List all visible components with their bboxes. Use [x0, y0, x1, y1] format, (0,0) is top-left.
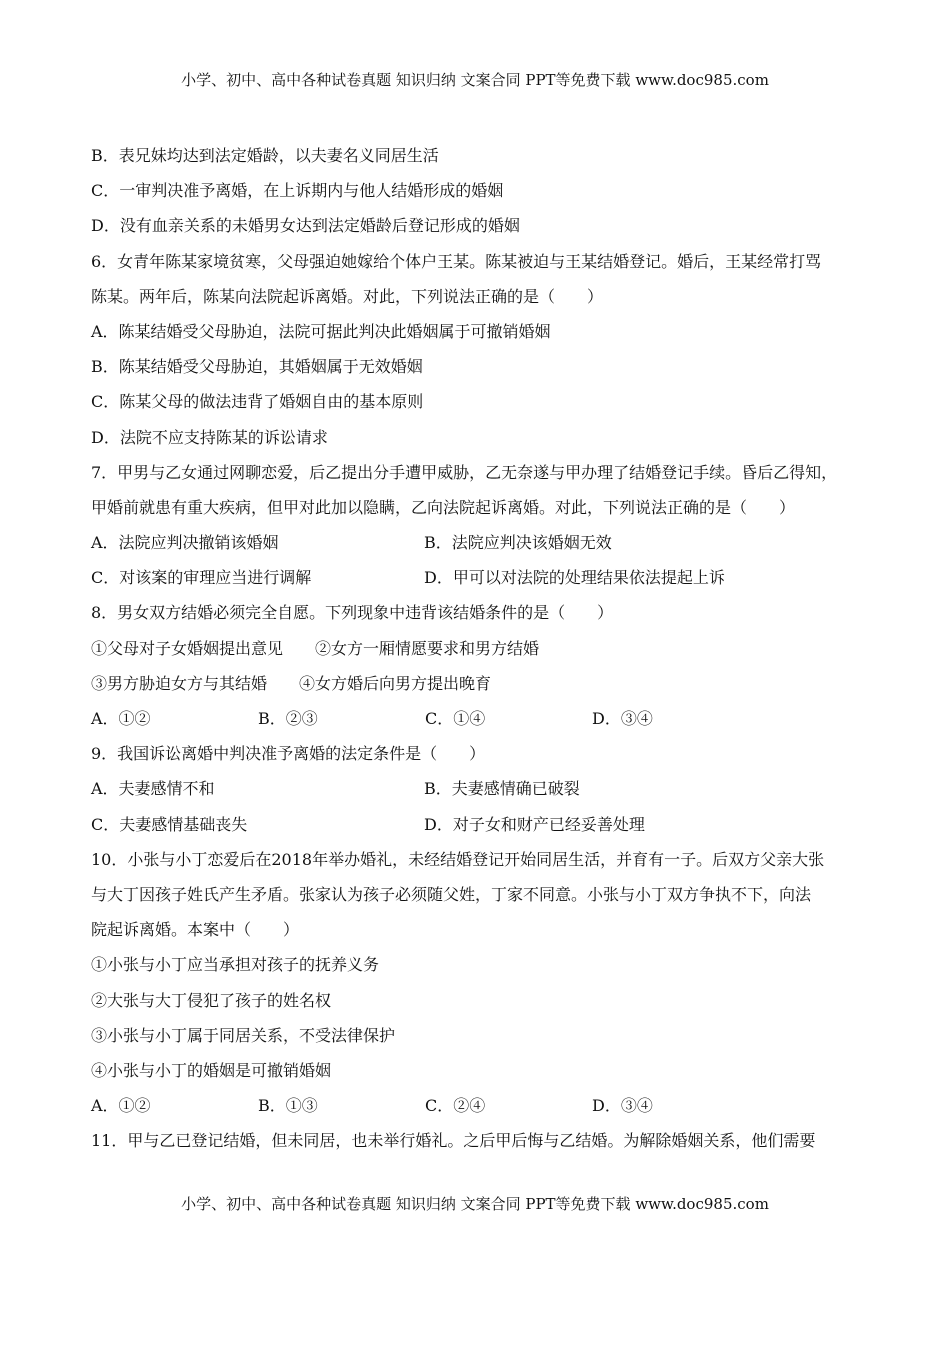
q9-option-d: D．对子女和财产已经妥善处理: [424, 814, 645, 834]
q10-item-4: ④小张与小丁的婚姻是可撤销婚姻: [91, 1060, 332, 1080]
q7-stem-line1: 7．甲男与乙女通过网聊恋爱，后乙提出分手遭甲威胁，乙无奈遂与甲办理了结婚登记手续。昏后乙得知，: [91, 462, 838, 482]
q9-option-c: C．夫妻感情基础丧失: [91, 814, 248, 834]
q10-option-b: B．①③: [258, 1096, 318, 1116]
q9-options-row2: [91, 812, 871, 847]
q7-stem-line2: 甲婚前就患有重大疾病，但甲对此加以隐瞒，乙向法院起诉离婚。对此，下列说法正确的是（ ）: [91, 497, 796, 517]
q7-option-d: D．甲可以对法院的处理结果依法提起上诉: [424, 568, 725, 588]
q6-stem-line2: 陈某。两年后，陈某向法院起诉离婚。对此，下列说法正确的是（ ）: [91, 286, 604, 306]
q10-option-a: A．①②: [91, 1096, 151, 1116]
q10-item-1: ①小张与小丁应当承担对孩子的抚养义务: [91, 955, 380, 975]
q9-option-a: A．夫妻感情不和: [91, 779, 215, 799]
q10-option-d: D．③④: [592, 1096, 653, 1116]
page-header: 小学、初中、高中各种试卷真题 知识归纳 文案合同 PPT等免费下载 www.doc985.com: [181, 71, 769, 89]
q8-option-c: C．①④: [425, 709, 486, 728]
q5-option-d: D．没有血亲关系的未婚男女达到法定婚龄后登记形成的婚姻: [91, 216, 520, 236]
q7-options-row2: [91, 565, 871, 600]
q8-items-row2: ③男方胁迫女方与其结婚 ④女方婚后向男方提出晚育: [91, 673, 492, 693]
q11-stem: 11．甲与乙已登记结婚，但未同居，也未举行婚礼。之后甲后悔与乙结婚。为解除婚姻关系，他们需要: [91, 1131, 816, 1151]
page-footer: 小学、初中、高中各种试卷真题 知识归纳 文案合同 PPT等免费下载 www.doc985.com: [181, 1195, 769, 1213]
q9-stem: 9．我国诉讼离婚中判决准予离婚的法定条件是（ ）: [91, 744, 486, 764]
q10-item-3: ③小张与小丁属于同居关系，不受法律保护: [91, 1025, 396, 1045]
q8-option-d: D．③④: [592, 709, 653, 728]
q6-option-b: B．陈某结婚受父母胁迫，其婚姻属于无效婚姻: [91, 357, 423, 377]
q7-option-c: C．对该案的审理应当进行调解: [91, 568, 312, 588]
q9-option-b: B．夫妻感情确已破裂: [424, 779, 580, 799]
q8-option-b: B．②③: [258, 709, 318, 728]
q10-stem-line1: 10．小张与小丁恋爱后在2018年举办婚礼，未经结婚登记开始同居生活，并育有一子。后双方父亲大张: [91, 849, 825, 869]
q8-options: [91, 706, 871, 741]
q8-option-a: A．①②: [91, 709, 151, 728]
q6-option-c: C．陈某父母的做法违背了婚姻自由的基本原则: [91, 392, 424, 412]
q10-stem-line3: 院起诉离婚。本案中（ ）: [91, 920, 300, 940]
q7-option-a: A．法院应判决撤销该婚姻: [91, 533, 279, 553]
q6-stem-line1: 6．女青年陈某家境贫寒，父母强迫她嫁给个体户王某。陈某被迫与王某结婚登记。婚后，王某经常打骂: [91, 251, 822, 271]
q10-stem-line2: 与大丁因孩子姓氏产生矛盾。张家认为孩子必须随父姓，丁家不同意。小张与小丁双方争执不下，向法: [91, 884, 812, 904]
q9-options-row1: [91, 776, 871, 811]
q6-option-d: D．法院不应支持陈某的诉讼请求: [91, 427, 328, 447]
q8-items-row1: ①父母对子女婚姻提出意见 ②女方一厢情愿要求和男方结婚: [91, 638, 540, 658]
q6-option-a: A．陈某结婚受父母胁迫，法院可据此判决此婚姻属于可撤销婚姻: [91, 321, 551, 341]
q10-option-c: C．②④: [425, 1096, 486, 1116]
q7-options-row1: [91, 530, 871, 565]
q10-item-2: ②大张与大丁侵犯了孩子的姓名权: [91, 990, 332, 1010]
q5-option-c: C．一审判决准予离婚，在上诉期内与他人结婚形成的婚姻: [91, 181, 504, 201]
document-body: [91, 143, 871, 1163]
q7-option-b: B．法院应判决该婚姻无效: [424, 533, 612, 553]
q8-stem: 8．男女双方结婚必须完全自愿。下列现象中违背该结婚条件的是（ ）: [91, 603, 614, 623]
q5-option-b: B．表兄妹均达到法定婚龄，以夫妻名义同居生活: [91, 146, 439, 165]
q10-options: [91, 1093, 871, 1128]
